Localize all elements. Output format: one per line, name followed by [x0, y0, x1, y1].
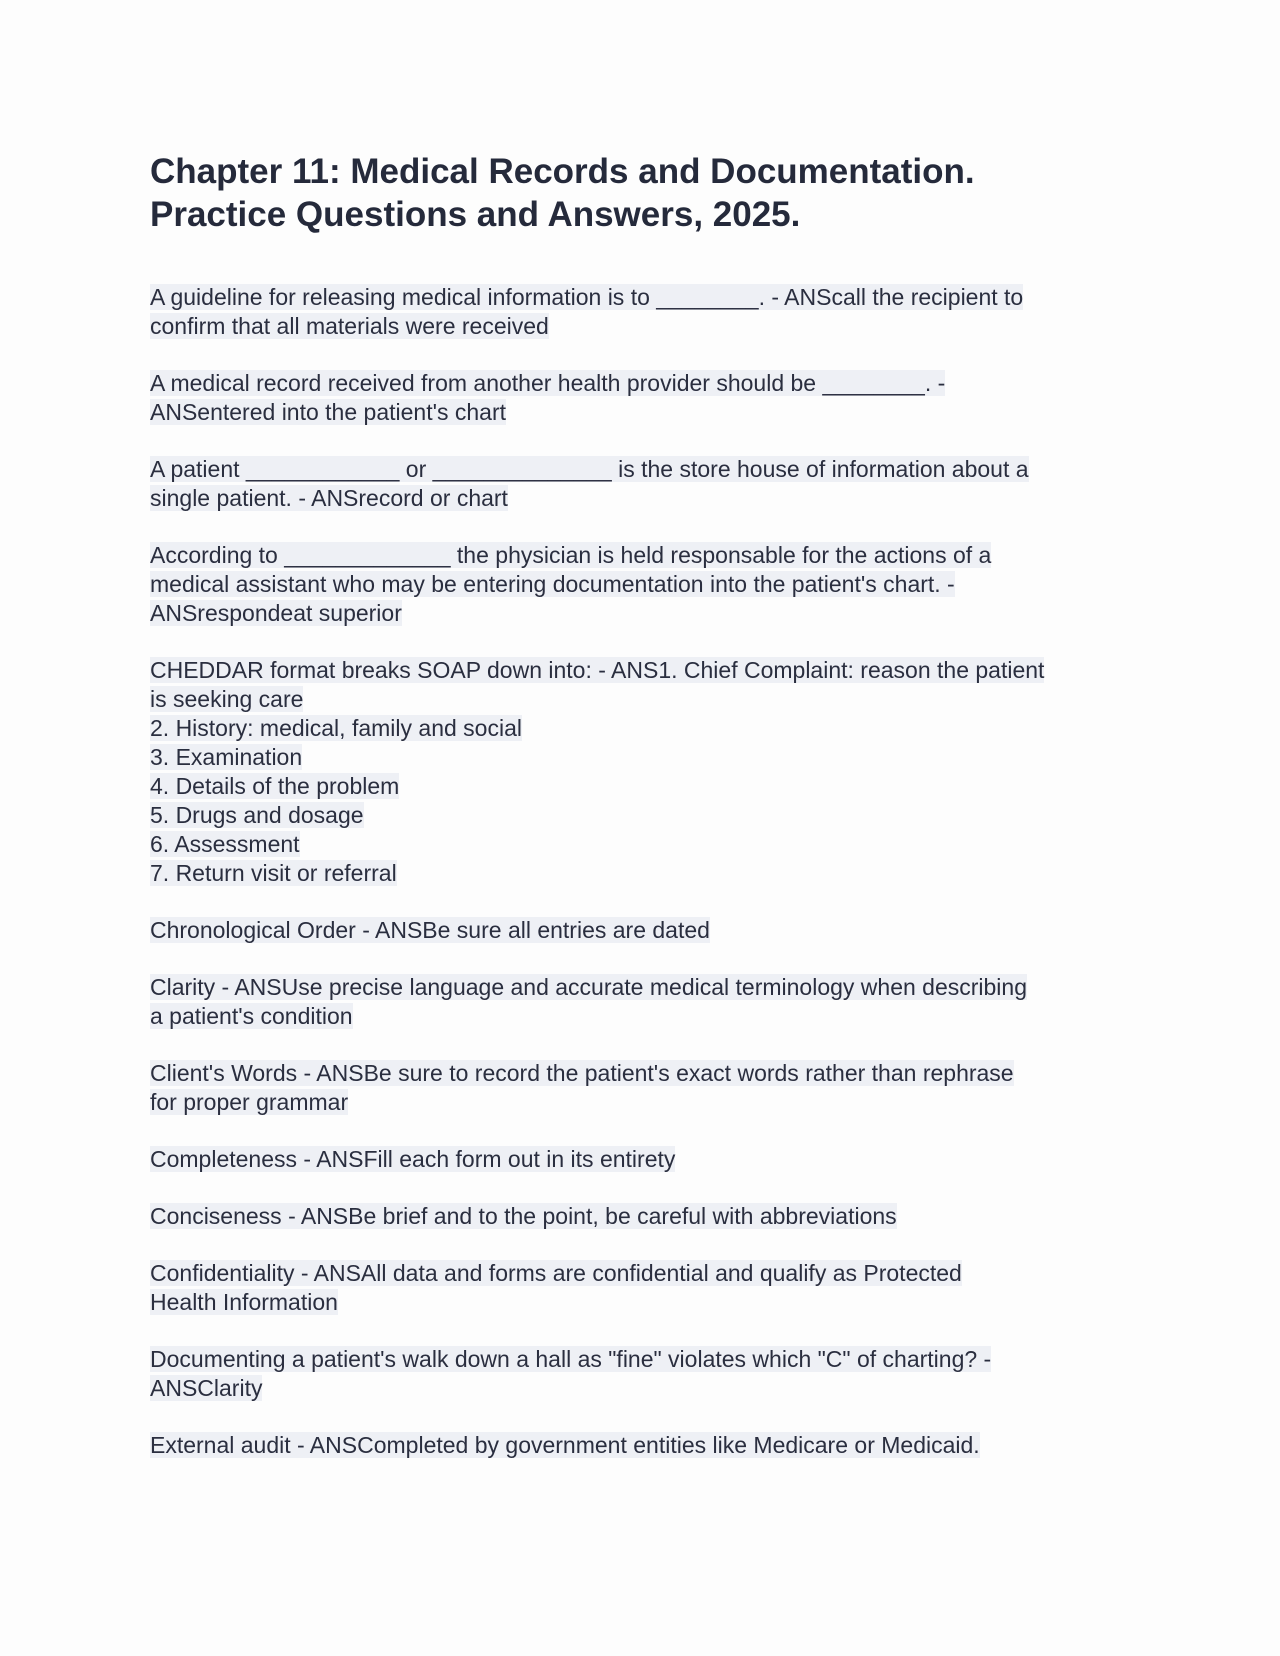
qa-entry: [150, 283, 1140, 341]
qa-line-wrapper: [150, 455, 1140, 484]
qa-entry: [150, 656, 1140, 888]
qa-line: 7. Return visit or referral: [150, 860, 397, 886]
qa-line-wrapper: [150, 283, 1140, 312]
qa-list: [150, 283, 1140, 1460]
qa-line-wrapper: [150, 743, 1140, 772]
title-line-2: Practice Questions and Answers, 2025.: [150, 195, 801, 234]
qa-entry: [150, 973, 1140, 1031]
qa-line-wrapper: [150, 1288, 1140, 1317]
document-title: [150, 150, 1140, 236]
qa-line: ANSentered into the patient's chart: [150, 399, 506, 425]
qa-line-wrapper: [150, 801, 1140, 830]
qa-line-wrapper: [150, 685, 1140, 714]
qa-entry: [150, 1259, 1140, 1317]
qa-line: for proper grammar: [150, 1089, 349, 1115]
qa-line-wrapper: [150, 1059, 1140, 1088]
qa-line: a patient's condition: [150, 1003, 353, 1029]
qa-line: A guideline for releasing medical information is to ________. - ANScall the recipient to: [150, 284, 1024, 310]
title-line-1: Chapter 11: Medical Records and Documentation.: [150, 152, 975, 191]
qa-line-wrapper: [150, 1431, 1140, 1460]
qa-line-wrapper: [150, 570, 1140, 599]
qa-entry: [150, 1431, 1140, 1460]
qa-line: 5. Drugs and dosage: [150, 802, 364, 828]
qa-line: Client's Words - ANSBe sure to record the patient's exact words rather than rephrase: [150, 1060, 1014, 1086]
qa-entry: [150, 369, 1140, 427]
qa-entry: [150, 455, 1140, 513]
qa-entry: [150, 1059, 1140, 1117]
qa-line-wrapper: [150, 1259, 1140, 1288]
qa-line: Completeness - ANSFill each form out in its entirety: [150, 1146, 676, 1172]
qa-entry: [150, 541, 1140, 628]
qa-line: CHEDDAR format breaks SOAP down into: - ANS1. Chief Complaint: reason the patient: [150, 657, 1045, 683]
qa-line-wrapper: [150, 484, 1140, 513]
qa-line-wrapper: [150, 916, 1140, 945]
document-page: [150, 150, 1140, 1488]
qa-line-wrapper: [150, 398, 1140, 427]
qa-line: single patient. - ANSrecord or chart: [150, 485, 508, 511]
qa-line-wrapper: [150, 714, 1140, 743]
qa-line: 3. Examination: [150, 744, 303, 770]
qa-line-wrapper: [150, 1202, 1140, 1231]
qa-line: Health Information: [150, 1289, 338, 1315]
qa-line: Confidentiality - ANSAll data and forms are confidential and qualify as Protected: [150, 1260, 962, 1286]
qa-line: ANSrespondeat superior: [150, 600, 402, 626]
qa-line: is seeking care: [150, 686, 304, 712]
qa-line-wrapper: [150, 656, 1140, 685]
qa-line-wrapper: [150, 599, 1140, 628]
qa-line: Chronological Order - ANSBe sure all entries are dated: [150, 917, 710, 943]
qa-entry: [150, 1145, 1140, 1174]
qa-line: confirm that all materials were received: [150, 313, 549, 339]
qa-line: Clarity - ANSUse precise language and accurate medical terminology when describing: [150, 974, 1027, 1000]
qa-line: medical assistant who may be entering documentation into the patient's chart. -: [150, 571, 955, 597]
qa-entry: [150, 916, 1140, 945]
qa-line: 4. Details of the problem: [150, 773, 400, 799]
qa-entry: [150, 1345, 1140, 1403]
qa-line-wrapper: [150, 312, 1140, 341]
qa-line-wrapper: [150, 772, 1140, 801]
qa-line-wrapper: [150, 973, 1140, 1002]
qa-line-wrapper: [150, 1145, 1140, 1174]
qa-line: A patient ____________ or ______________ is the store house of information about a: [150, 456, 1029, 482]
qa-line-wrapper: [150, 859, 1140, 888]
qa-line: According to _____________ the physician is held responsable for the actions of a: [150, 542, 992, 568]
qa-line-wrapper: [150, 1374, 1140, 1403]
qa-line-wrapper: [150, 1088, 1140, 1117]
qa-line-wrapper: [150, 1345, 1140, 1374]
qa-line: A medical record received from another health provider should be ________. -: [150, 370, 946, 396]
qa-line: 2. History: medical, family and social: [150, 715, 522, 741]
qa-line: Conciseness - ANSBe brief and to the point, be careful with abbreviations: [150, 1203, 897, 1229]
qa-line-wrapper: [150, 369, 1140, 398]
qa-line: Documenting a patient's walk down a hall as "fine" violates which "C" of charting? -: [150, 1346, 992, 1372]
qa-line-wrapper: [150, 1002, 1140, 1031]
qa-line: ANSClarity: [150, 1375, 263, 1401]
qa-entry: [150, 1202, 1140, 1231]
qa-line-wrapper: [150, 830, 1140, 859]
qa-line: External audit - ANSCompleted by government entities like Medicare or Medicaid.: [150, 1432, 980, 1458]
qa-line: 6. Assessment: [150, 831, 300, 857]
qa-line-wrapper: [150, 541, 1140, 570]
